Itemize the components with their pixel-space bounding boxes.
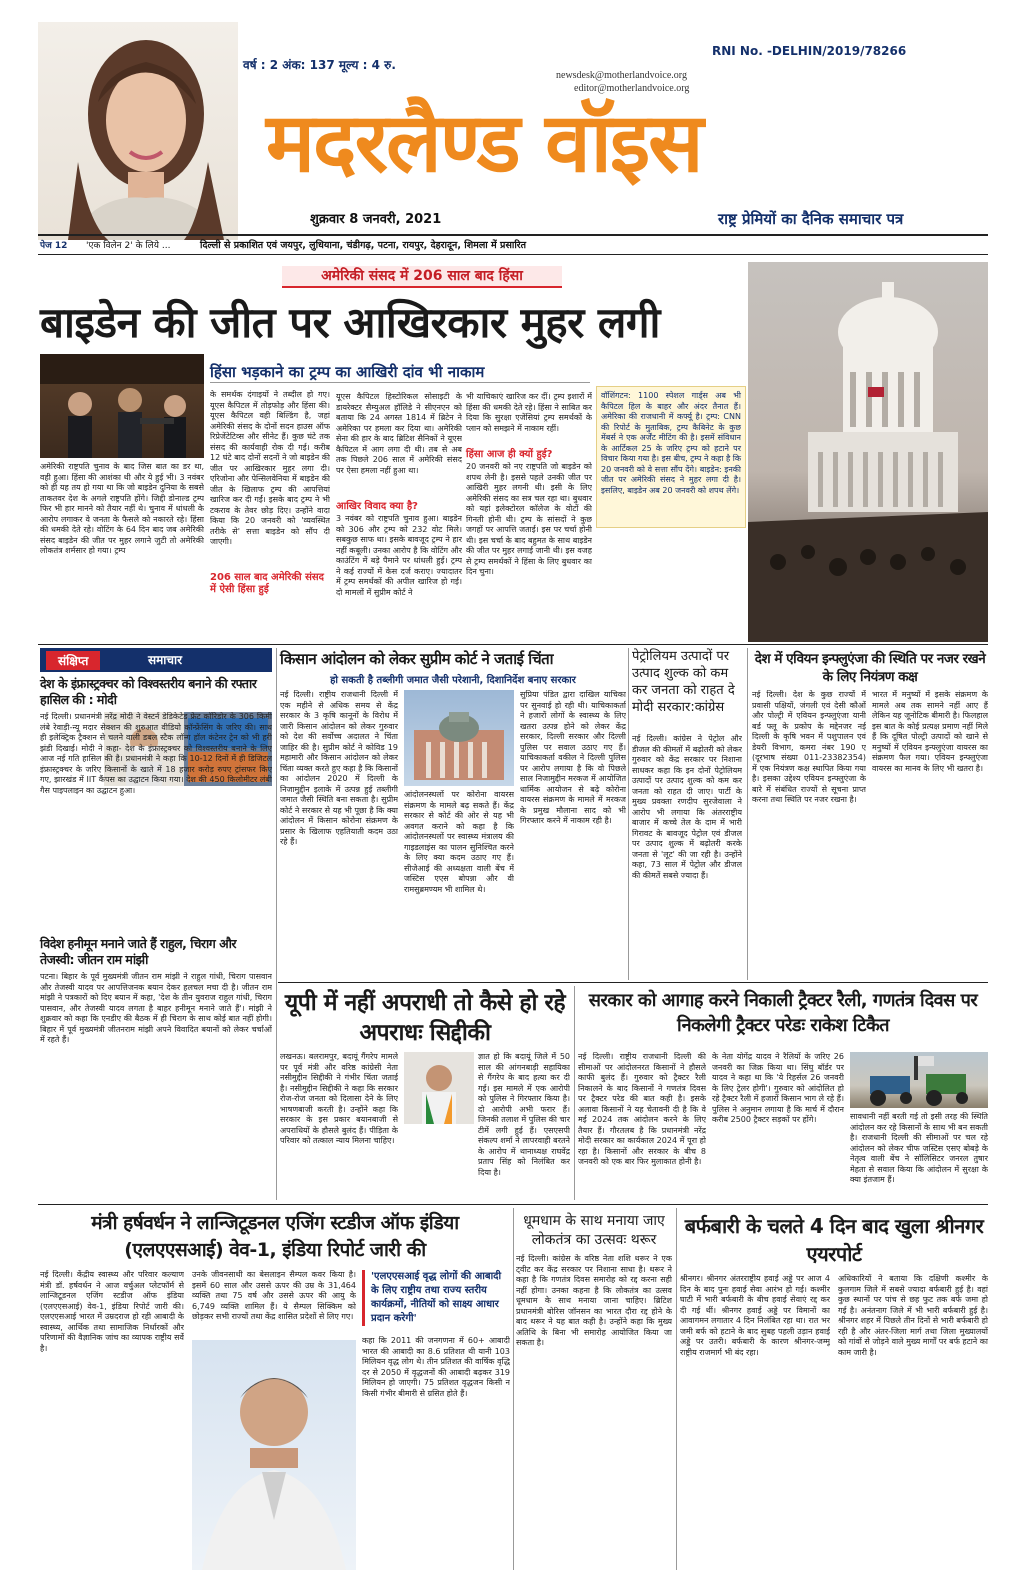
harsh-quote: 'एलएएसआई वृद्ध लोगों की आबादी के लिए राष्ट्रीय तथा राज्य स्तरीय कार्यक्रमों, नीतियों को साक्ष्य आधार प्रदान करेगी' — [362, 1270, 510, 1326]
lead-col2-subhead: आखिर विवाद क्या है? — [336, 501, 418, 512]
siddiqui-body-1: लखनऊ। बलरामपुर, बदायूं गैंगरेप मामले पर पूर्व मंत्री और वरिष्ठ कांग्रेसी नेता नसीमुद्दीन सिद्दीकी ने गंभीर चिंता जताई है। नसीमुद्दीन सिद्दीकी ने कहा कि सरकार रोज-रोज जनता को दिलासा देने के लिए भाषणबाजी करती है। उन्होंने कहा कि सरकार के इस प्रकार बयानबाजी से अपराधियों के हौसले बुलंद हैं। पीड़िता के परिवार को तत्काल न्याय मिलना चाहिए। — [280, 1052, 398, 1145]
masthead-rule-2 — [38, 254, 988, 255]
masthead-rule — [38, 234, 988, 236]
farmers-body-3: सुप्रिया पंडित द्वारा दाखिल याचिका पर सुनवाई हो रही थी। याचिकाकर्ता ने हजारों लोगों के स्वास्थ्य के लिए खतरा उत्पन्न होने को लेकर केंद्र सरकार, दिल्ली सरकार और दिल्ली पुलिस पर सवाल उठाए गए हैं। याचिकाकर्ता वकील ने दिल्ली पुलिस पर आरोप लगाया है कि वो पिछले साल निजामुद्दीन मरकज में आयोजित धार्मिक आयोजन से बढ़े कोरोना वायरस संक्रमण के मामले में मरकज के प्रमुख मौलाना साद को भी गिरफ्तार करने में नाकाम रही है। — [520, 690, 626, 825]
brief-1-body: नई दिल्ली। प्रधानमंत्री नरेंद्र मोदी ने वेस्टर्न डेडिकेटेड फ्रेट कॉरिडोर के 306 किमी लंबे रेवाड़ी-न्यू मदार सेक्शन की शुरुआत वीडियो कॉन्फ्रेंसिंग के जरिए की। साथ ही इलेक्ट्रिक ट्रैक्शन से चलने वाली डबल स्टैक लॉन्ग हॉल कंटेनर ट्रेन को भी हरी झंडी दिखाई। मोदी ने कहा- देश के इंफ्रास्ट्रक्चर को विश्वस्तरीय बनाने के लिए आज नई गति हासिल की है। प्रधानमंत्री ने कहा कि 10-12 दिनों में ही डिजिटल इंफ्रास्ट्रक्चर के जरिए किसानों के खाते में 18 हजार करोड़ रुपए ट्रांसफर किए गए, झारखंड में IIT कैंपस का उद्घाटन किया गया। देश की 450 किलोमीटर लंबी गैस पाइपलाइन का उद्घाटन हुआ। — [40, 712, 272, 795]
farmers-body-2: आंदोलनस्थलों पर कोरोना वायरस संक्रमण के मामले बढ़ सकते हैं। केंद्र सरकार से कोर्ट की ओर से यह भी अवगत कराने को कहा है कि आंदोलनस्थलों पर स्वास्थ्य मंत्रालय की गाइडलाइंस का पालन सुनिश्चित करने के लिए क्या कदम उठाए गए हैं। सीजेआई की अध्यक्षता वाली बेंच में जस्टिस एएस बोपन्ना और वी रामसुब्रमण्यम भी शामिल थे। — [404, 790, 514, 894]
capitol-interior-photo — [40, 354, 204, 458]
democracy-headline: धूमधाम के साथ मनाया जाए लोकतंत्र का उत्सवः थरूर — [523, 1213, 665, 1248]
supreme-court-photo — [404, 690, 514, 786]
lead-col-3b: 20 जनवरी को नए राष्ट्रपति जो बाइडेन को शपथ लेनी है। इससे पहले उनकी जीत पर आखिरी मुहर लगनी थी। इसी के लिए अमेरिकी संसद का सत्र चल रहा था। बुधवार को यहां इलेक्टोरल कॉलेज के वोटों की गिनती होनी थी। ट्रम्प के सांसदों ने कुछ जगहों पर आपत्ति जताई। इस पर चर्चा होनी थी। इस चर्चा के बाद बहुमत के साथ बाइडेन की जीत पर मुहर लगाई जानी थी। इस वजह से ट्रम्प समर्थकों ने हिंसा के लिए बुधवार का दिन चुना। — [466, 462, 592, 576]
lead-col-2: यूएस कैपिटल हिस्टोरिकल सोसाइटी के डायरेक्टर सैम्युअल हॉलिडे ने सीएनएन को बताया कि 24 अगस्त 1814 में ब्रिटेन ने अमेरिका पर हमला कर दिया था। अमेरिकी सेना की हार के बाद ब्रिटिश सैनिकों ने यूएस कैपिटल में आग लगा दी थी। तब से अब तक पिछले 206 साल में अमेरिकी संसद पर ऐसा हमला नहीं हुआ था। — [336, 392, 462, 475]
page-ref-teaser[interactable]: 'एक विलेन 2' के लिये ... — [86, 241, 171, 251]
column-rule — [676, 1208, 677, 1570]
lead-col-3: भी याचिकाएं खारिज कर दीं। ट्रम्प इशारों में हिंसा की धमकी देते रहे। हिंसा ने साबित कर दिया कि सुरक्षा एजेंसियां ट्रम्प समर्थकों के प्लान को समझने में नाकाम रहीं। — [466, 392, 592, 433]
lead-col-1: के समर्थक दंगाइयों ने तब्दील हो गए। यूएस कैपिटल में तोड़फोड़ और हिंसा की। यूएस कैपिटल वही बिल्डिंग है, जहां अमेरिकी संसद के दोनों सदन हाउस ऑफ रिप्रेजेंटेटिव्स और सीनेट हैं। कुछ घंटे तक संसद की कार्यवाही रोक दी गई। करीब 12 घंटे बाद दोनों सदनों ने जो बाइडेन की जीत पर आखिरकार मुहर लगा दी। एरिजोना और पेन्सिलवेनिया में बाइडेन की जीत के खिलाफ ट्रम्प की आपत्तियां खारिज कर दी गईं। इसके बाद ट्रम्प ने भी टकराव के तेवर छोड़ दिए। उन्होंने वादा किया कि 20 जनवरी को 'व्यवस्थित तरीके से' सत्ता बाइडेन को सौंप दी जाएगी। — [210, 390, 330, 546]
harsh-photo — [192, 1340, 356, 1570]
section-rule-3 — [38, 1204, 988, 1205]
lead-subhead: हिंसा भड़काने का ट्रम्प का आखिरी दांव भी नाकाम — [210, 362, 590, 383]
harsh-body-2: उनके जीवनसाथी का बेसलाइन सैम्पल कवर किया है। इसमें 60 साल और उससे ऊपर की उम्र के 31,464 व्यक्ति तथा 75 वर्ष और उससे ऊपर की आयु के 6,749 व्यक्ति शामिल हैं। ये सैम्पल सिक्किम को छोड़कर सभी राज्यों तथा केंद्र शासित प्रदेशों से लिए गए। — [192, 1270, 356, 1321]
column-rule — [747, 648, 748, 980]
lead-headline: बाइडेन की जीत पर आखिरकार मुहर लगी — [40, 298, 660, 347]
briefs-label-a: संक्षिप्त — [46, 651, 100, 670]
tractor-headline: सरकार को आगाह करने निकाली ट्रैक्टर रैली, गणतंत्र दिवस पर निकलेगी ट्रैक्टर परेडः राकेश टिकैत — [588, 990, 978, 1036]
farmers-subhead: हो सकती है तब्लीगी जमात जैसी परेशानी, दिशानिर्देश बनाए सरकार — [330, 675, 576, 686]
capitol-photo — [748, 262, 988, 642]
section-rule-2 — [278, 982, 988, 983]
page-ref-badge[interactable]: पेज 12 — [40, 241, 68, 251]
lead-intro: अमेरिकी राष्ट्रपति चुनाव के बाद जिस बात का डर था, वही हुआ। हिंसा की आशंका थी और ये हुई भी। 3 नवंबर को ही यह तय हो गया था कि जो बाइडेन दुनिया के सबसे ताकतवर देश के अगले राष्ट्रपति होंगे। जिद्दी डोनाल्ड ट्रम्प फिर भी हार मानने को तैयार नहीं थे। चुनाव में धांधली के आरोप लगाकर वे जनता के फैसले को नकारते रहे। हिंसा की धमकी देते रहे। वोटिंग के 64 दिन बाद जब अमेरिकी संसद बाइडेन की जीत पर मुहर लगाने जुटी तो अमेरिकी लोकतंत्र शर्मसार हो गया। ट्रम्प — [40, 462, 204, 555]
tagline: राष्ट्र प्रेमियों का दैनिक समाचार पत्र — [718, 210, 904, 228]
brief-2-headline: विदेश हनीमून मनाने जाते हैं राहुल, चिराग और तेजस्वी: जीतन राम मांझी — [40, 936, 237, 967]
column-rule — [574, 986, 575, 1200]
email-newsdesk[interactable]: newsdesk@motherlandvoice.org — [556, 70, 687, 81]
column-rule — [628, 648, 629, 980]
lead-kicker: अमेरिकी संसद में 206 साल बाद हिंसा — [282, 266, 562, 288]
petrol-body: नई दिल्ली। कांग्रेस ने पेट्रोल और डीजल की कीमतों में बढ़ोतरी को लेकर गुरुवार को केंद्र सरकार पर निशाना साधकर कहा कि इन दोनों पेट्रोलियम उत्पादों पर उत्पाद शुल्क को कम कर जनता को राहत दी जाए। पार्टी के मुख्य प्रवक्ता रणदीप सुरजेवाला ने आरोप भी लगाया कि अंतरराष्ट्रीय बाजार में कच्चे तेल के दाम में भारी गिरावट के बावजूद पेट्रोल एवं डीजल पर उत्पाद शुल्क में बढ़ोतरी करके जनता से 'लूट' की जा रही है। उन्होंने कहा, 73 साल में पेट्रोल और डीजल की कीमतें सबसे ज्यादा हैं। — [632, 734, 742, 880]
lead-col-2b: 3 नवंबर को राष्ट्रपति चुनाव हुआ। बाइडेन को 306 और ट्रम्प को 232 वोट मिले। सबकुछ साफ था। इसके बावजूद ट्रम्प ने हार नहीं कबूली। उनका आरोप है कि वोटिंग और काउंटिंग में बड़े पैमाने पर धांधली हुई। ट्रम्प ने कई राज्यों में केस दर्ज कराए। ज्यादातर में ट्रम्प समर्थकों की अपील खारिज हो गई। दो मामलों में सुप्रीम कोर्ट ने — [336, 514, 462, 597]
siddiqui-body-2: ज्ञात हो कि बदायूं जिले में 50 साल की आंगनबाड़ी सहायिका से गैंगरेप के बाद हत्या कर दी गई। इस मामले में एक आरोपी को पुलिस ने गिरफ्तार किया है। दो आरोपी अभी फरार हैं। जिनकी तलाश में पुलिस की चार टीमें लगी हुई हैं। एसएसपी संकल्प शर्मा ने लापरवाही बरतने के आरोप में थानाध्यक्ष राघवेंद्र प्रताप सिंह को निलंबित कर दिया है। — [478, 1052, 570, 1177]
tractor-body-2: के नेता योगेंद्र यादव ने रैलियों के जरिए 26 जनवरी का जिक्र किया था। सिंघु बॉर्डर पर यादव ने कहा था कि 'ये रिहर्सल 26 जनवरी के लिए ट्रेलर होगी'। गुरुवार को आंदोलित हो रहे ट्रैक्टर रैली में हजारों किसान भाग ले रहे हैं। पुलिस ने अनुमान लगाया है कि मार्च में दौरान करीब 2500 ट्रैक्टर सड़कों पर होंगे। — [712, 1052, 844, 1124]
brief-1-headline: देश के इंफ्रास्ट्रक्चर को विश्वस्तरीय बनाने की रफ्तार हासिल की : मोदी — [40, 676, 257, 707]
harsh-headline: मंत्री हर्षवर्धन ने लान्जिटूडनल एजिंग स्टडीज ऑफ इंडिया (एलएएसआई) वेव-1, इंडिया रिपोर्ट जारी की — [91, 1212, 459, 1261]
bird-flu-body-2: भारत में मनुष्यों में इसके संक्रमण के मामले अब तक सामने नहीं आए हैं लेकिन यह जूनोटिक बीमारी है। फिलहाल इस बात के कोई प्रत्यक्ष प्रमाण नहीं मिले हैं कि दूषित पोल्ट्री उत्पादों को खाने से मनुष्यों में एवियन इन्फ्लुएंजा वायरस का संक्रमण फैल गया। एवियन इन्फ्लुएंजा वायरस का मानव के लिए भी खतरा है। — [872, 690, 988, 773]
siddiqui-headline: यूपी में नहीं अपराधी तो कैसे हो रहे अपराधः सिद्दीकी — [284, 990, 566, 1046]
email-editor[interactable]: editor@motherlandvoice.org — [574, 83, 690, 94]
srinagar-headline: बर्फबारी के चलते 4 दिन बाद खुला श्रीनगर एयरपोर्ट — [684, 1214, 984, 1266]
column-rule — [513, 1208, 514, 1570]
editions-line: दिल्ली से प्रकाशित एवं जयपुर, लुधियाना, चंडीगढ़, पटना, रायपुर, देहरादून, शिमला में प्रसारित — [200, 240, 527, 251]
section-rule-1 — [38, 644, 988, 645]
column-rule — [276, 648, 277, 1200]
harsh-body-3: कहा कि 2011 की जनगणना में 60+ आबादी भारत की आबादी का 8.6 प्रतिशत थी यानी 103 मिलियन वृद्ध लोग थे। तीन प्रतिशत की वार्षिक वृद्धि दर से 2050 में वृद्धजनों की आबादी बढ़कर 319 मिलियन हो जाएगी। 75 प्रतिशत वृद्धजन किसी न किसी गंभीर बीमारी से ग्रसित होते हैं। — [362, 1336, 510, 1398]
briefs-label-b: समाचार — [148, 653, 183, 667]
petrol-headline: पेट्रोलियम उत्पादों पर उत्पाद शुल्क को कम कर जनता को राहत दे मोदी सरकार:कांग्रेस — [632, 649, 735, 715]
lead-col3-subhead: हिंसा आज ही क्यों हुई? — [466, 449, 553, 460]
bird-flu-body-1: नई दिल्ली। देश के कुछ राज्यों में प्रवासी पक्षियों, जंगली एवं देसी कौओं और पोल्ट्री में एवियन इन्फ्लुएंजा यानी बर्ड फ्लू के प्रकोप के मद्देनजर नई दिल्ली के कृषि भवन में पशुपालन एवं डेयरी विभाग, कमरा नंबर 190 ए (दूरभाष संख्या 011-23382354) में एक नियंत्रण कक्ष स्थापित किया गया है। इसका उद्देश्य एवियन इन्फ्लुएंजा के बारे में संबंधित राज्यों से सूचना प्राप्त करना तथा स्थिति पर नजर रखना है। — [752, 690, 866, 804]
rni-number: RNI No. -DELHIN/2019/78266 — [712, 44, 907, 58]
tractor-body-1: नई दिल्ली। राष्ट्रीय राजधानी दिल्ली की सीमाओं पर आंदोलनरत किसानों ने हौसले काफी बुलंद हैं। गुरुवार को ट्रैक्टर रैली निकालने के बाद किसानों ने गणतंत्र दिवस पर ट्रैक्टर परेड की बात कही है। इसके अलावा किसानों ने यह चेतावनी दी है कि वे मई 2024 तक आंदोलन करने के लिए तैयार हैं। गौरतलब है कि प्रधानमंत्री नरेंद्र मोदी सरकार का कार्यकाल 2024 में पूरा हो रहा है। किसानों और सरकार के बीच 8 जनवरी को एक बार फिर मुलाकात होनी है। — [578, 1052, 706, 1166]
farmers-body-1: नई दिल्ली। राष्ट्रीय राजधानी दिल्ली में एक महीने से अधिक समय से केंद्र सरकार के 3 कृषि कानूनों के विरोध में जारी किसान आंदोलन को लेकर गुरुवार को देश की सर्वोच्च अदालत ने चिंता जाहिर की है। सुप्रीम कोर्ट ने कोविड 19 महामारी और किसान आंदोलन को लेकर चिंता व्यक्त करते हुए कहा है कि किसानों का आंदोलन 2020 में दिल्ली के निजामुद्दीन इलाके में उत्पन्न हुई तब्लीगी जमात जैसी स्थिति बना सकता है। सुप्रीम कोर्ट ने सरकार से यह भी पूछा है कि क्या आंदोलन में किसान कोरोना संक्रमण के प्रसार के खिलाफ एहतियाती कदम उठा रहे हैं। — [280, 690, 398, 846]
cover-model-photo — [38, 22, 238, 240]
lead-info-box: वॉशिंगटन: 1100 स्पेशल गार्ड्स अब भी कैपिटल हिल के बाहर और अंदर तैनात हैं। अमेरिका की राजधानी में कर्फ्यू है। ट्रम्प: CNN की रिपोर्ट के मुताबिक, ट्रम्प कैबिनेट के कुछ मेंबर्स ने एक अर्जेंट मीटिंग की है। इसमें संविधान के आर्टिकल 25 के जरिए ट्रम्प को हटाने पर विचार किया गया है। इस बीच, ट्रम्प ने कहा है कि 20 जनवरी को वे सत्ता सौंप देंगे। बाइडेन: इनकी जीत पर अमेरिकी संसद ने मुहर लगा दी है। इसलिए, बाइडेन अब 20 जनवरी को शपथ लेंगे। — [596, 386, 746, 528]
bird-flu-headline: देश में एवियन इन्फ्लुएंजा की स्थिति पर नजर रखने के लिए नियंत्रण कक्ष — [754, 651, 986, 685]
briefs-header — [40, 648, 272, 672]
siddiqui-photo — [404, 1052, 474, 1124]
newspaper-title: मदरलैण्ड वॉइस — [266, 96, 702, 191]
tractor-body-3: सावधानी नहीं बरती गई तो इसी तरह की स्थिति आंदोलन कर रहे किसानों के साथ भी बन सकती है। राजधानी दिल्ली की सीमाओं पर चल रहे आंदोलन को लेकर चीफ जस्टिस एसए बोबड़े के नेतृत्व वाली बेंच ने सॉलिसिटर जनरल तुषार मेहता से सवाल किया कि आंदोलन में सुरक्षा के क्या इंतजाम हैं। — [850, 1112, 988, 1184]
srinagar-body-2: अधिकारियों ने बताया कि दक्षिणी कश्मीर के कुलगाम जिले में सबसे ज्यादा बर्फबारी हुई है। वहां कुछ स्थानों पर पांच से छह फुट तक बर्फ जमा हो गई है। अनंतनाग जिले में भी भारी बर्फबारी हुई है। श्रीनगर शहर में पिछले तीन दिनों से भारी बर्फबारी हो रही है और अंतर-जिला मार्ग तथा जिला मुख्यालयों को गांवों से जोड़ने वाले मुख्य मार्गों पर बर्फ हटाने का काम जारी है। — [838, 1274, 988, 1357]
srinagar-body-1: श्रीनगर। श्रीनगर अंतरराष्ट्रीय हवाई अड्डे पर आज 4 दिन के बाद पुनः हवाई सेवा आरंभ हो गई। कश्मीर घाटी में भारी बर्फबारी के बीच हवाई सेवाएं रद्द कर दी गई थीं। श्रीनगर हवाई अड्डे पर विमानों का आवागमन लगातार 4 दिन निलंबित रहा था। रात भर जमी बर्फ को हटाने के बाद सुबह पहली उड़ान हवाई अड्डे पर उतरी। बर्फबारी के कारण श्रीनगर-जम्मू राष्ट्रीय राजमार्ग भी बंद रहा। — [680, 1274, 830, 1357]
lead-col1-subhead: 206 साल बाद अमेरिकी संसद में ऐसी हिंसा हुई — [210, 572, 324, 595]
issue-date: शुक्रवार 8 जनवरी, 2021 — [310, 212, 442, 227]
harsh-body-1: नई दिल्ली। केंद्रीय स्वास्थ्य और परिवार कल्याण मंत्री डॉ. हर्षवर्धन ने आज वर्चुअल प्लेटफॉर्म से लान्जिटूडनल एजिंग स्टडीज ऑफ इंडिया (एलएएसआई) वेव-1, इंडिया रिपोर्ट जारी की। एलएएसआई भारत में उम्रदराज हो रही आबादी के स्वास्थ्य, आर्थिक तथा सामाजिक निर्धारकों और परिणामों की वैज्ञानिक जांच का व्यापक राष्ट्रीय सर्वे है। — [40, 1270, 184, 1353]
issue-line: वर्ष : 2 अंक: 137 मूल्य : 4 रु. — [243, 58, 396, 72]
tractor-photo — [850, 1052, 988, 1108]
farmers-headline: किसान आंदोलन को लेकर सुप्रीम कोर्ट ने जताई चिंता — [280, 650, 554, 668]
democracy-body: नई दिल्ली। कांग्रेस के वरिष्ठ नेता शशि थरूर ने एक ट्वीट कर केंद्र सरकार पर निशाना साधा है। थरूर ने कहा है कि गणतंत्र दिवस समारोह को रद्द करना सही नहीं होगा। उनका कहना है कि लोकतंत्र का उत्सव धूमधाम के साथ मनाया जाना चाहिए। ब्रिटिश प्रधानमंत्री बोरिस जॉनसन का भारत दौरा रद्द होने के बाद थरूर ने यह बात कही है। उन्होंने कहा कि मुख्य अतिथि के बिना भी समारोह आयोजित किया जा सकता है। — [516, 1254, 672, 1347]
brief-2-body: पटना। बिहार के पूर्व मुख्यमंत्री जीतन राम मांझी ने राहुल गांधी, चिराग पासवान और तेजस्वी यादव पर आपत्तिजनक बयान देकर हलचल मचा दी है। जीतन राम मांझी ने पत्रकारों को दिए बयान में कहा, 'देश के तीन युवराज राहुल गांधी, चिराग पासवान, और तेजस्वी यादव लगता है बाहर हनीमून मनाने जाते हैं'। मांझी ने शुक्रवार को कहा कि एनडीए की बैठक में ही चिराग के साथ कोई बात नहीं होगी। बिहार में पूर्व मुख्यमंत्री जीतनराम मांझी अपने विवादित बयानों को लेकर चर्चाओं में रहते हैं। — [40, 972, 272, 1044]
